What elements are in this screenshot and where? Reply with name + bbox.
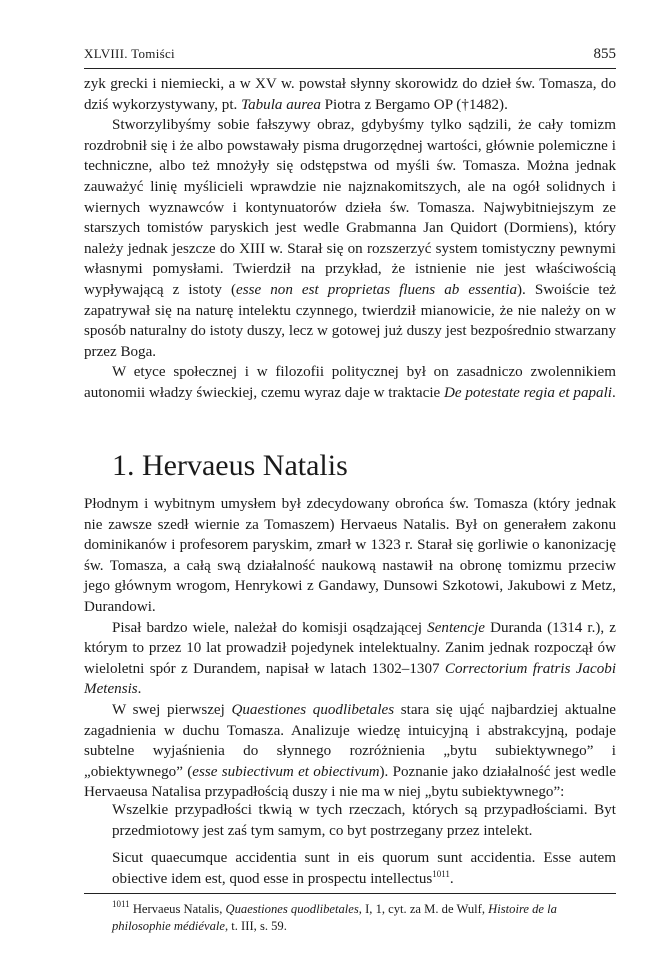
title-italic: Correctorium fratris Jacobi Metensis <box>84 660 617 698</box>
section-heading: 1. Hervaeus Natalis <box>112 449 348 482</box>
text-run: Piotra z Bergamo OP (†1482). <box>320 96 508 113</box>
text-run: stara się ująć najbardziej aktualne zagadnienia w duchu Tomasza. Analizuje wiedzę intuicyjną i abstrakcyjną, podaje subtelne wyjaśnienia do słynnego rozróżnienia „bytu subiektywnego” i „obiektywnego” ( <box>84 701 617 780</box>
text-run: Pisał bardzo wiele, należał do komisji osądzającej <box>112 619 428 636</box>
title-italic: De potestate regia et papali <box>444 384 612 401</box>
block-quote-latin <box>112 848 616 889</box>
title-italic: Sentencje <box>427 619 485 636</box>
text-run: Stworzylibyśmy sobie fałszywy obraz, gdybyśmy tylko sądzili, że cały tomizm rozdrobnił się i że albo powstawały pisma drugorzędnej wartości, głównie polemiczne i techniczne, albo też mnożyły się odstępstwa od myśli św. Tomasza. Można jednak zauważyć linię myślicieli wprawdzie nie najznakomitszych, ale na ogół solidnych i wiernych wyznawców i kontynuatorów dzieła św. Tomasza. Najwybitniejszym ze starszych tomistów paryskich jest wedle Grabmanna Jan Quidort (Dormiens), który należy jednak jeszcze do XIII w. Starał się on rozszerzyć system tomistyczny pewnymi własnymi pomysłami. Twierdził na przykład, że istnienie nie jest właściwością wypływającą z istoty ( <box>84 117 616 298</box>
text-run: ). Swoiście też zapatrywał się na naturę intelektu czynnego, twierdził mianowicie, że nie należy on w sposób naturalny do istoty duszy, lecz w gotowej już duszy jest bezpośrednio stwarzany przez Boga. <box>84 281 616 360</box>
chapter-title: XLVIII. Tomiści <box>84 46 175 61</box>
latin-phrase: esse subiectivum et obiectivum <box>192 763 380 780</box>
quote-text: Wszelkie przypadłości tkwią w tych rzeczach, których są przypadłościami. Byt przedmiotowy jest zaś tym samym, co byt postrzegany przez intelekt. <box>112 802 616 839</box>
latin-phrase: esse non est proprietas fluens ab essentia <box>236 281 517 298</box>
title-italic: Histoire de la philosophie médiévale <box>112 902 557 933</box>
section-text-block <box>84 494 616 803</box>
paragraph <box>84 494 616 618</box>
text-run: Hervaeus Natalis, <box>129 902 226 916</box>
text-run: Sicut quaecumque accidentia sunt in eis quorum sunt accidentia. Esse autem obiective idem est, quod esse in prospectu intellectus <box>112 850 616 887</box>
quote-text: Sicut quaecumque accidentia sunt in eis quorum sunt accidentia. Esse autem obiective idem est, quod esse in prospectu intellectus$^{1011}$. <box>112 850 616 887</box>
text-run: . <box>611 384 616 401</box>
paragraph <box>84 700 616 803</box>
footnote-text <box>84 901 616 935</box>
title-italic: Quaestiones quodlibetales <box>225 902 359 916</box>
text-run: Duranda (1314 r.), z którym to przez 10 lat prowadził pojedynek intelektualny. Zanim jednak rozpoczął ów wieloletni spór z Durandem, napisał w latach 1302–1307 <box>84 619 616 677</box>
footnote-number: 1011 <box>112 899 130 909</box>
paragraph <box>84 618 616 700</box>
block-quote-polish <box>112 800 616 841</box>
paragraph <box>84 362 616 403</box>
paragraph <box>84 74 616 115</box>
text-run: zyk grecki i niemiecki, a w XV w. powstał słynny skorowidz do dzieł św. Tomasza, do dziś wykorzystywany, pt. <box>84 76 616 113</box>
paragraph <box>84 115 616 362</box>
text-run: Płodnym i wybitnym umysłem był zdecydowany obrońca św. Tomasza (który jednak nie zawsze szedł wiernie za Tomaszem) Hervaeus Natalis. Był on generałem zakonu dominikanów i profesorem paryskim, zmarł w 1323 r. Starał się gorliwie o kanonizację św. Tomasza, a całą swą działalność naukową nastawił na obronę tomizmu przeciw jego głównym wrogom, Henrykowi z Gandawy, Dunsowi Szkotowi, Jakubowi z Metz, Durandowi. <box>84 496 616 615</box>
footnote-rule <box>84 893 616 894</box>
text-run: , t. III, s. 59. <box>224 919 287 933</box>
title-italic: Quaestiones quodlibetales <box>231 701 395 718</box>
running-head <box>84 46 616 64</box>
title-italic: Tabula aurea <box>241 96 321 113</box>
header-rule <box>84 68 616 69</box>
text-run: , I, 1, cyt. za M. de Wulf, <box>358 902 489 916</box>
text-run: . <box>137 681 142 698</box>
top-text-block <box>84 74 616 404</box>
text-run: W etyce społecznej i w filozofii politycznej był on zasadniczo zwolennikiem autonomii władzy świeckiej, czemu wyraz daje w traktacie <box>84 364 616 401</box>
text-run: W swej pierwszej <box>112 701 232 718</box>
footnote-reference[interactable]: 1011 <box>432 868 450 879</box>
text-run: ). Poznanie jako działalność jest wedle Hervaeusa Natalisa przypadłością duszy i nie ma w niej „bytu subiektywnego”: <box>84 763 616 801</box>
footnote <box>84 901 616 935</box>
page-number: 855 <box>593 46 616 62</box>
